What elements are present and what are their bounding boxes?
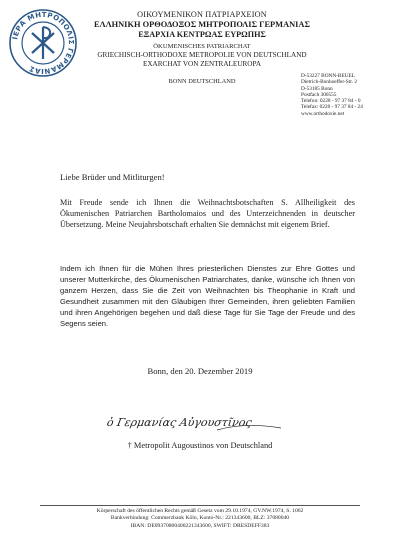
letterhead-german-line3: EXARCHAT VON ZENTRALEUROPA [142, 60, 262, 68]
address-line: D-53185 Bonn [301, 85, 333, 92]
body-paragraph-2: Indem ich Ihnen für die Mühen Ihres priesterlichen Dienstes zur Ehre Gottes und unserer Mutterkirche, des Ökumenischen Patriarchates, danke, wünsche ich Ihnen von ganzem Herzen, dass Sie die Zeit von Weihnachten bis Theophanie in Kraft und Gesundheit zusammen mit den Gläubigen Ihrer Gemeinden, ihren geliebten Familien und ihren Angehörigen begehen und daß diese Tage für Sie Tage der Freude und des Segens seien. [60, 264, 355, 328]
footer [0, 508, 400, 530]
seal-emblem-icon [8, 8, 78, 78]
letterhead-german-line1: ÖKUMENISCHES PATRIARCHAT [153, 43, 251, 50]
letterhead-greek-line1: ΟΙΚΟΥΜΕΝΙΚΟΝ ΠΑΤΡΙΑΡΧΕΙΟΝ [137, 10, 267, 19]
metropolis-seal [8, 8, 78, 78]
address-fax: Telefax: 0228 - 97 37 84 - 24 [301, 104, 363, 111]
letterhead-greek-line2: ΕΛΛΗΝΙΚΗ ΟΡΘΟΔΟΞΟΣ ΜΗΤΡΟΠΟΛΙΣ ΓΕΡΜΑΝΙΑΣ [94, 20, 310, 29]
footer-bank: Bankverbindung: Commerzbank Köln, Konto-Nr.: 221343600, BLZ: 37080040 [110, 515, 290, 522]
dateline: Bonn, den 20. Dezember 2019 [147, 366, 253, 376]
address-block [301, 73, 397, 117]
svg-text:ΙΕΡΑ ΜΗΤΡΟΠΟΛΙΣ ΓΕΡΜΑΝΙΑΣ: ΙΕΡΑ ΜΗΤΡΟΠΟΛΙΣ ΓΕΡΜΑΝΙΑΣ [11, 10, 76, 76]
letterhead-greek-line3: ΕΞΑΡΧΙΑ ΚΕΝΤΡΩΑΣ ΕΥΡΩΠΗΣ [138, 30, 266, 39]
address-website: www.orthodoxie.net [301, 110, 345, 117]
letterhead-german-line2: GRIECHISCH-ORTHODOXE METROPOLIE VON DEUTSCHLAND [97, 51, 307, 59]
footer-legal: Körperschaft des öffentlichen Rechts gemäß Gesetz vom 29.10.1974, GV.NW.1974, S. 1062 [96, 508, 304, 514]
signature-image [105, 400, 305, 440]
letterhead [76, 10, 328, 86]
svg-text:ὁ Γερμανίας Αὐγουστῖνος: ὁ Γερμανίας Αὐγουστῖνος [105, 416, 253, 429]
signer-name: † Metropolit Augoustinos von Deutschland [127, 441, 273, 450]
handwritten-signature [105, 400, 305, 440]
address-phone: Telefon: 0228 - 97 37 84 - 0 [301, 98, 361, 105]
footer-divider [40, 505, 360, 506]
salutation: Liebe Brüder und Mitliturgen! [60, 172, 165, 182]
address-line: Dietrich-Bonhoeffer-Str. 2 [301, 79, 357, 86]
footer-iban: IBAN: DE09370800400221343600, SWIFT: DRESDEFF383 [130, 522, 270, 529]
address-line: D-53227 BONN-BEUEL [301, 73, 355, 79]
letterhead-city: BONN DEUTSCHLAND [168, 78, 236, 85]
address-line: Postfach 300555 [301, 91, 337, 98]
body-paragraph-1: Mit Freude sende ich Ihnen die Weihnachtsbotschaften S. Allheiligkeit des Ökumenischen Patriarchen Bartholomaios und des Unterzeichnenden in deutscher Übersetzung. Meine Neujahrsbotschaft erhalten Sie demnächst mit eigenem Brief. [60, 198, 355, 229]
